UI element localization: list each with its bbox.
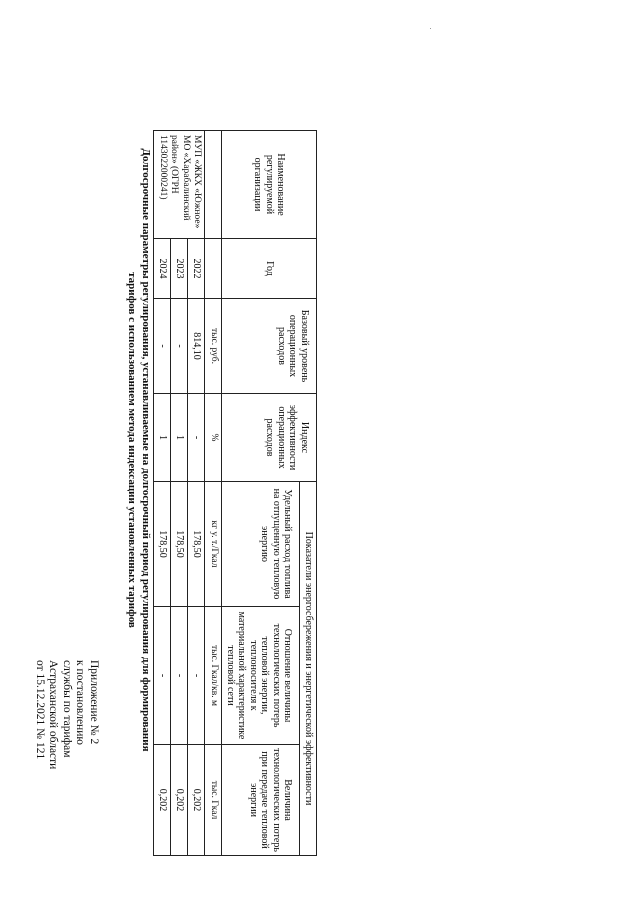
- header-loss: Величина технологических потерь при передаче тепловой энергии: [222, 745, 300, 856]
- cell-base: 814,10: [188, 299, 205, 394]
- appendix-note: [33, 660, 101, 890]
- unit-base: тыс. руб.: [205, 299, 222, 394]
- table-row: [171, 131, 188, 856]
- header-energy-group: Показатели энергосбережения и энергетической эффективности: [300, 482, 317, 856]
- cell-loss: 0,202: [171, 745, 188, 856]
- appendix-line: Астраханской области: [47, 660, 60, 770]
- appendix-line: от 15.12.2021 № 121: [34, 660, 46, 760]
- cell-loss: 0,202: [188, 745, 205, 856]
- header-org: Наименование регулируемой организации: [222, 131, 317, 239]
- unit-loss: тыс. Гкал: [205, 745, 222, 856]
- title-line-2: тарифов с использованием метода индексации установленных тарифов: [126, 272, 139, 628]
- units-row: [205, 131, 222, 856]
- organization-name: МУП «ЖКХ «Южное» МО «Харабалинский район» (ОГРН 1143022000241): [154, 131, 205, 239]
- title-line-1: Долгосрочные параметры регулирования, устанавливаемые на долгосрочный период регулирования для формирования: [140, 148, 152, 752]
- cell-base: -: [171, 299, 188, 394]
- cell-base: -: [154, 299, 171, 394]
- header-index: Индекс эффективности операционных расходов: [222, 394, 317, 482]
- parameters-table: [154, 130, 318, 856]
- cell-ratio: -: [154, 607, 171, 745]
- cell-fuel: 178,50: [171, 482, 188, 607]
- unit-ratio: тыс. Гкал/кв. м: [205, 607, 222, 745]
- table-row: [154, 131, 171, 856]
- unit-org: [205, 131, 222, 239]
- cell-ratio: -: [171, 607, 188, 745]
- header-base: Базовый уровень операционных расходов: [222, 299, 317, 394]
- appendix-line: к постановлению: [74, 660, 87, 745]
- header-row-1: [300, 131, 317, 856]
- appendix-line: службы по тарифам: [61, 660, 73, 758]
- cell-year: 2023: [171, 239, 188, 299]
- cell-index: -: [188, 394, 205, 482]
- unit-index: %: [205, 394, 222, 482]
- header-ratio: Отношение величины технологических потерь тепловой энергии, теплоносителя к материальной характеристике тепловой сети: [222, 607, 300, 745]
- appendix-line: Приложение № 2: [88, 660, 100, 745]
- table-row: [188, 131, 205, 856]
- cell-year: 2022: [188, 239, 205, 299]
- cell-ratio: -: [188, 607, 205, 745]
- unit-year: [205, 239, 222, 299]
- header-fuel: Удельный расход топлива на отпущенную тепловую энергию: [222, 482, 300, 607]
- cell-loss: 0,202: [154, 745, 171, 856]
- cell-fuel: 178,50: [154, 482, 171, 607]
- header-year: Год: [222, 239, 317, 299]
- unit-fuel: кг у. т./Гкал: [205, 482, 222, 607]
- cell-fuel: 178,50: [188, 482, 205, 607]
- cell-year: 2024: [154, 239, 171, 299]
- cell-index: 1: [171, 394, 188, 482]
- cell-index: 1: [154, 394, 171, 482]
- document-title: [125, 90, 152, 810]
